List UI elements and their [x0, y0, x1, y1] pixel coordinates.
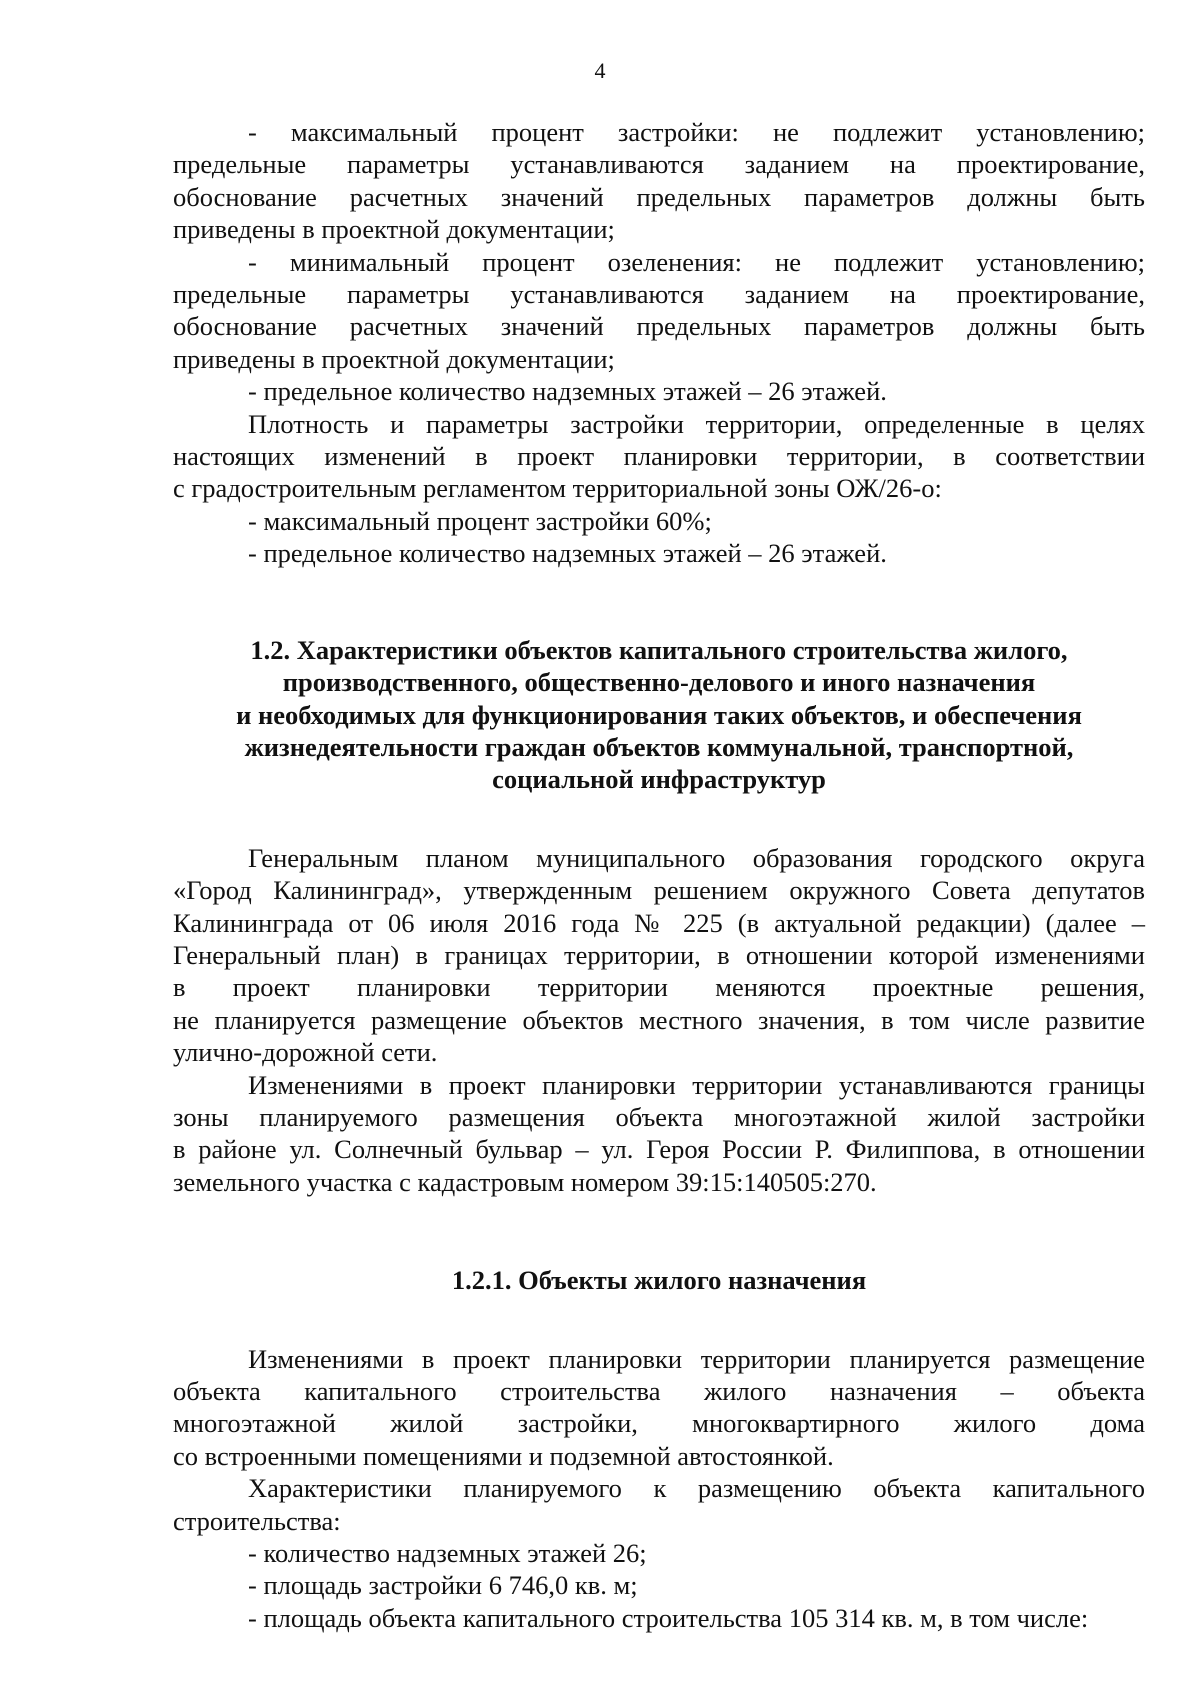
paragraph-max-floors: - предельное количество надземных этажей – 26 этажей.: [248, 376, 887, 407]
paragraph-residential-object: [173, 1343, 1145, 1473]
text-line: земельного участка с кадастровым номером 39:15:140505:270.: [173, 1166, 877, 1197]
page-number: 4: [594, 58, 606, 83]
text-line: улично-дорожной сети.: [173, 1037, 438, 1068]
heading-line: 1.2. Характеристики объектов капитального строительства жилого,: [250, 634, 1068, 665]
text-line: в проект планировки территории меняются проектные решения,: [173, 972, 1145, 1003]
heading-line: и необходимых для функционирования таких объектов, и обеспечения: [236, 699, 1082, 730]
text-line: «Город Калининград», утвержденным решением окружного Совета депутатов: [173, 875, 1145, 906]
paragraph-building-percent-60: - максимальный процент застройки 60%;: [248, 505, 712, 536]
text-line: Генеральный план) в границах территории, в отношении которой изменениями: [173, 939, 1145, 970]
text-line: Генеральным планом муниципального образования городского округа: [248, 842, 1145, 873]
text-line: обоснование расчетных значений предельных параметров должны быть: [173, 311, 1145, 342]
text-line: в районе ул. Солнечный бульвар – ул. Героя России Р. Филиппова, в отношении: [173, 1134, 1145, 1165]
text-line: многоэтажной жилой застройки, многоквартирного жилого дома: [173, 1408, 1145, 1439]
section-heading-1-2-1: 1.2.1. Объекты жилого назначения: [451, 1265, 867, 1296]
text-line: предельные параметры устанавливаются заданием на проектирование,: [173, 279, 1145, 310]
section-heading-1-2: [173, 634, 1145, 796]
text-line: Плотность и параметры застройки территории, определенные в целях: [248, 408, 1145, 439]
text-line: приведены в проектной документации;: [173, 214, 615, 245]
text-line: - минимальный процент озеленения: не подлежит установлению;: [248, 246, 1145, 277]
text-line: предельные параметры устанавливаются заданием на проектирование,: [173, 149, 1145, 180]
page-content: [173, 116, 1145, 1634]
paragraph-floor-count: - количество надземных этажей 26;: [248, 1538, 647, 1569]
text-line: со встроенными помещениями и подземной автостоянкой.: [173, 1440, 834, 1471]
text-line: не планируется размещение объектов местного значения, в том числе развитие: [173, 1004, 1145, 1035]
text-line: объекта капитального строительства жилого назначения – объекта: [173, 1376, 1145, 1406]
paragraph-max-building-percent: [173, 116, 1145, 246]
paragraph-general-plan: [173, 842, 1145, 1069]
text-line: Характеристики планируемого к размещению объекта капитального: [248, 1473, 1145, 1504]
text-line: с градостроительным регламентом территориальной зоны ОЖ/26-о:: [173, 473, 942, 504]
text-line: обоснование расчетных значений предельных параметров должны быть: [173, 181, 1145, 212]
paragraph-min-greening-percent: [173, 246, 1145, 376]
paragraph-density-parameters: [173, 408, 1145, 505]
paragraph-zone-boundaries: [173, 1069, 1145, 1199]
heading-line: производственного, общественно-делового и иного назначения: [282, 667, 1036, 698]
text-line: Изменениями в проект планировки территории устанавливаются границы: [248, 1069, 1145, 1100]
text-line: зоны планируемого размещения объекта многоэтажной жилой застройки: [173, 1101, 1145, 1132]
text-line: Калининграда от 06 июля 2016 года № 225 (в актуальной редакции) (далее –: [173, 907, 1145, 938]
heading-line: социальной инфраструктур: [492, 764, 826, 795]
text-line: - максимальный процент застройки: не подлежит установлению;: [248, 117, 1145, 147]
text-line: приведены в проектной документации;: [173, 343, 615, 374]
paragraph-total-area: - площадь объекта капитального строительства 105 314 кв. м, в том числе:: [248, 1602, 1089, 1633]
text-line: настоящих изменений в проект планировки территории, в соответствии: [173, 441, 1145, 472]
paragraph-object-characteristics: [173, 1472, 1145, 1537]
text-line: строительства:: [173, 1505, 341, 1536]
paragraph-max-floors-26: - предельное количество надземных этажей – 26 этажей.: [248, 538, 887, 569]
paragraph-building-area: - площадь застройки 6 746,0 кв. м;: [248, 1570, 638, 1601]
heading-line: жизнедеятельности граждан объектов коммунальной, транспортной,: [244, 731, 1074, 762]
text-line: Изменениями в проект планировки территории планируется размещение: [248, 1343, 1145, 1374]
